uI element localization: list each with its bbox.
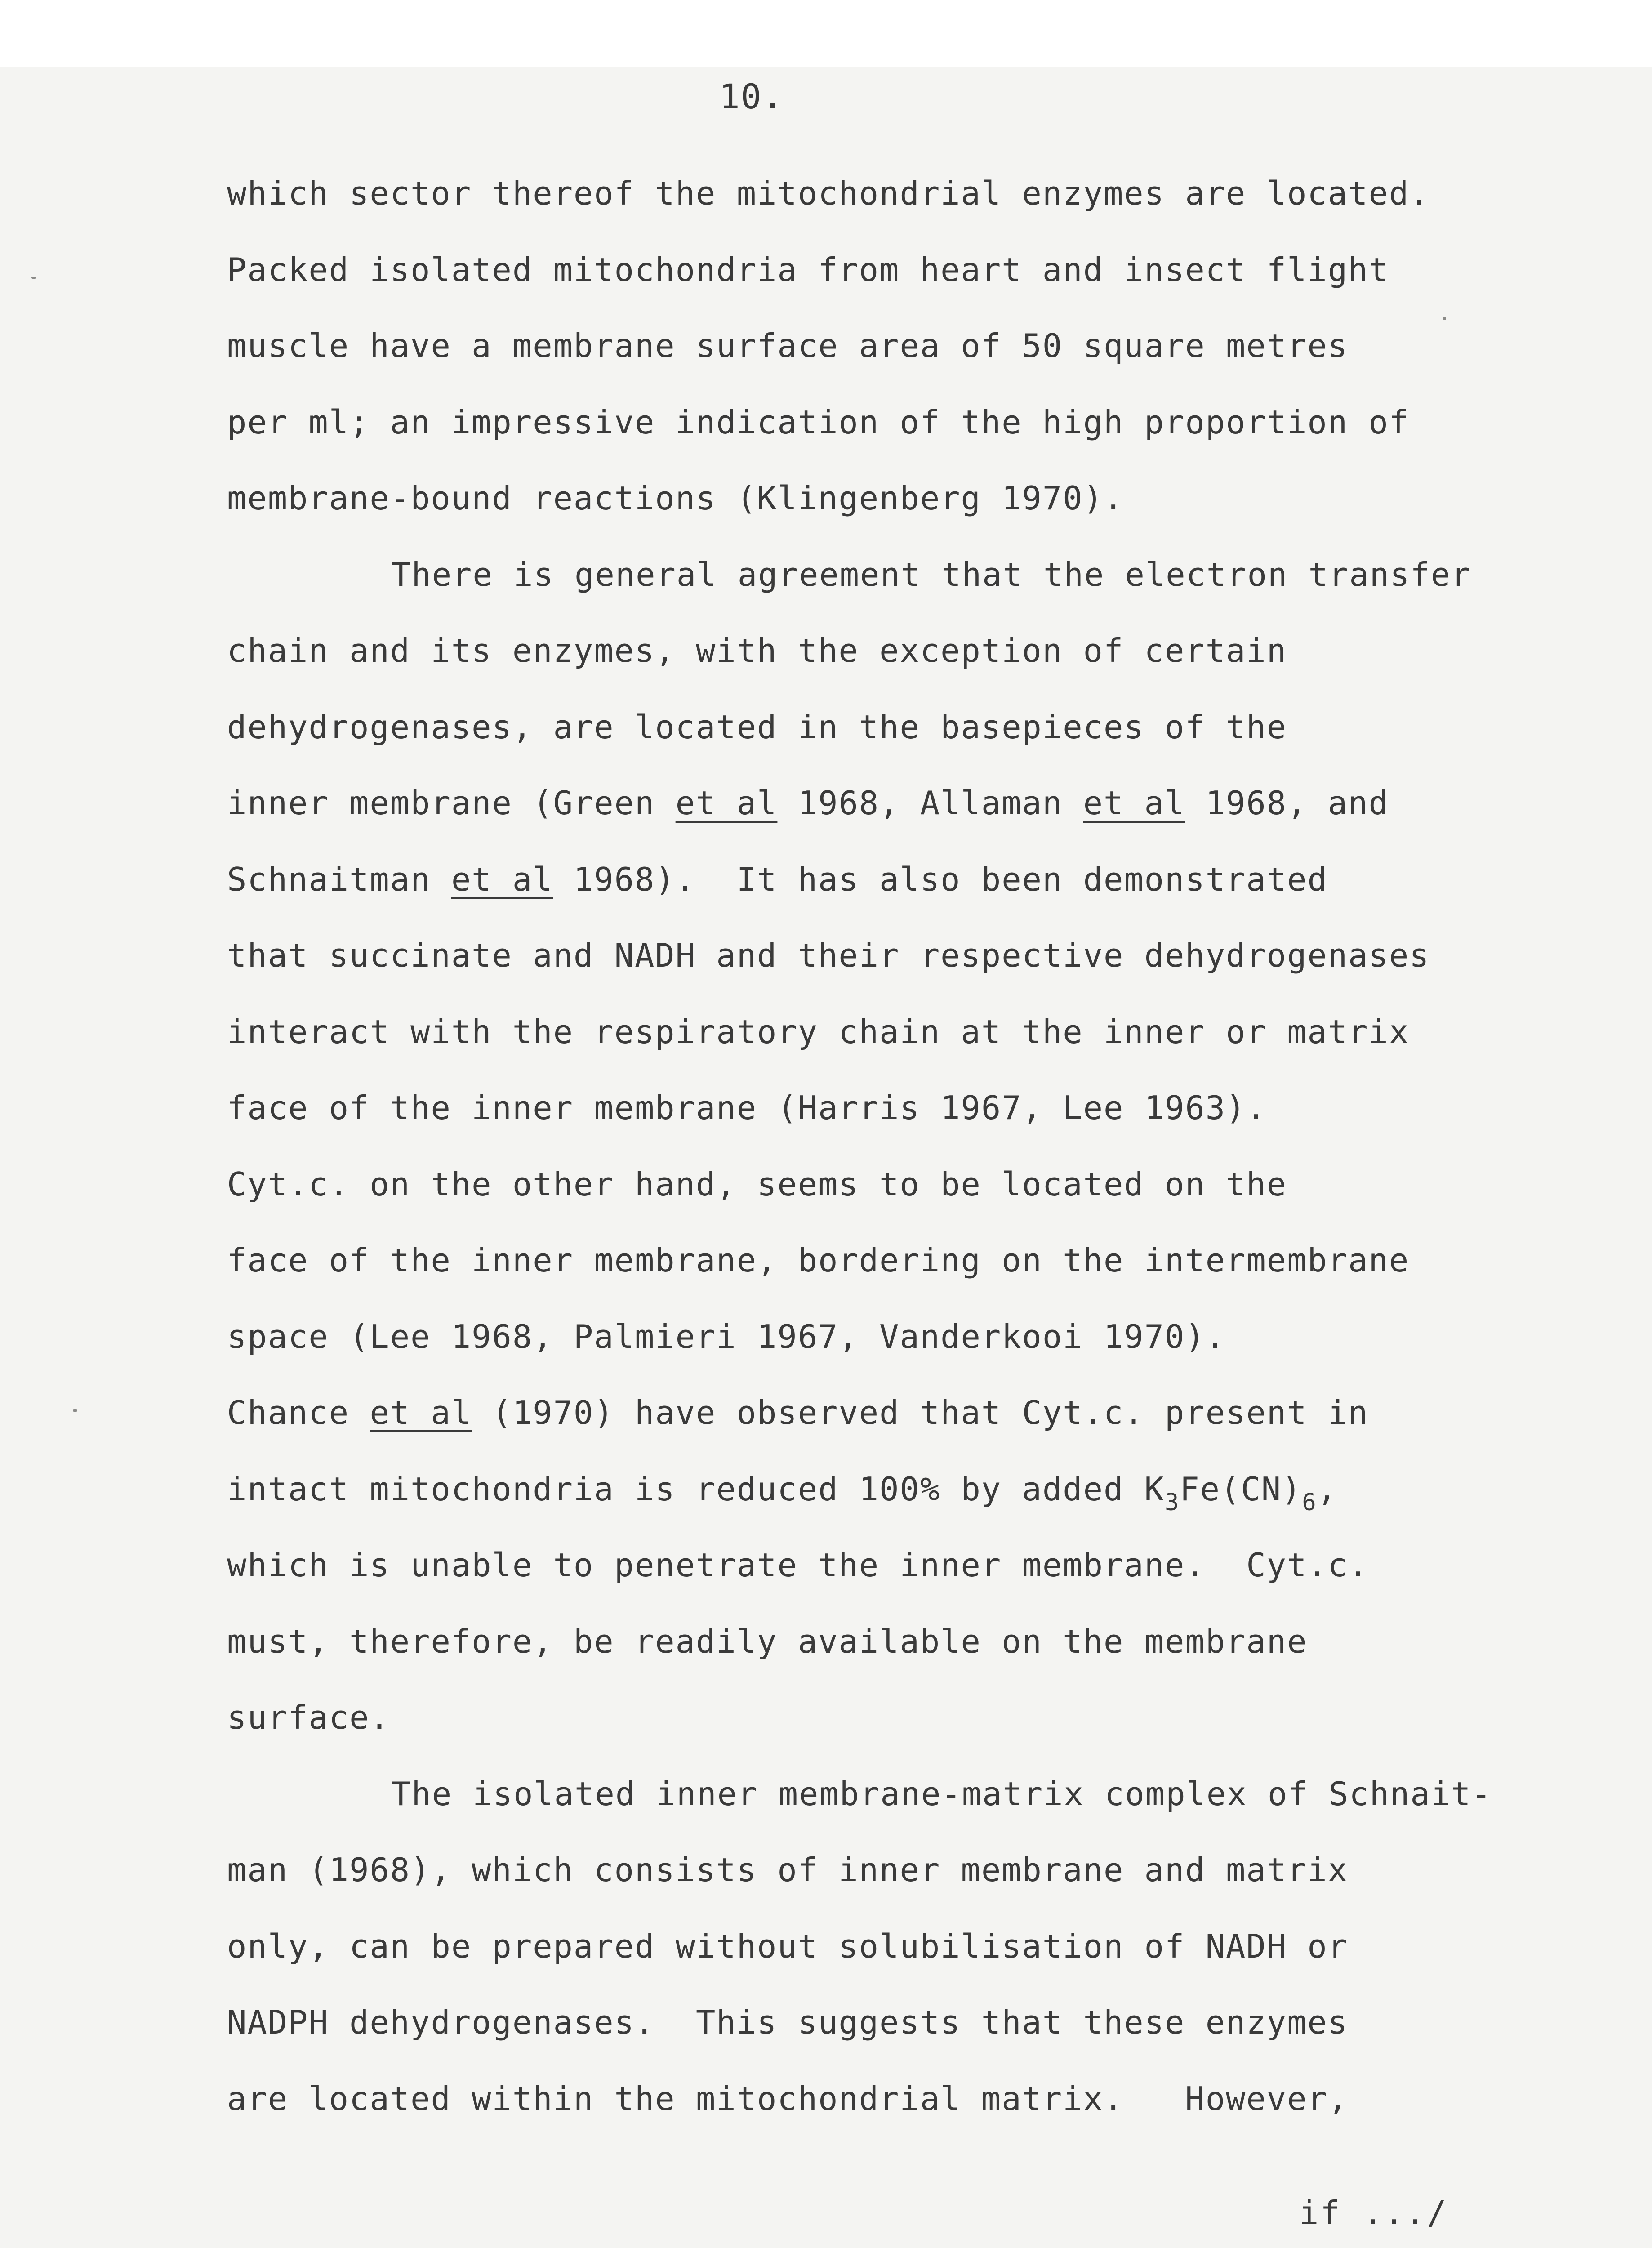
text-run: Fe(CN) bbox=[1180, 1470, 1302, 1508]
text-line: are located within the mitochondrial matrix. However, bbox=[227, 2079, 1349, 2118]
text-line: chain and its enzymes, with the exception of certain bbox=[227, 632, 1287, 669]
text-line: interact with the respiratory chain at the inner or matrix bbox=[227, 1012, 1410, 1051]
text-line: face of the inner membrane (Harris 1967, Lee 1963). bbox=[227, 1089, 1267, 1127]
body-text bbox=[227, 173, 1531, 2154]
text-run: 1968). It has also been demonstrated bbox=[553, 860, 1328, 898]
text-line: per ml; an impressive indication of the high proportion of bbox=[227, 403, 1410, 441]
text-line: The isolated inner membrane-matrix complex of Schnait- bbox=[391, 1775, 1492, 1813]
page-top-margin bbox=[0, 0, 1652, 67]
text-run: 1968, Allaman bbox=[777, 784, 1083, 822]
text-line: membrane-bound reactions (Klingenberg 1970). bbox=[227, 479, 1124, 517]
text-line: only, can be prepared without solubilisation of NADH or bbox=[227, 1927, 1349, 1965]
text-run: inner membrane (Green bbox=[227, 784, 676, 822]
text-line: There is general agreement that the electron transfer bbox=[391, 555, 1472, 593]
text-line: man (1968), which consists of inner membrane and matrix bbox=[227, 1851, 1349, 1889]
underlined-citation: et al bbox=[675, 784, 778, 822]
text-line: NADPH dehydrogenases. This suggests that these enzymes bbox=[227, 2003, 1349, 2041]
text-line bbox=[227, 1392, 1531, 1469]
catchword: if .../ bbox=[1299, 2194, 1448, 2232]
text-run: Chance bbox=[227, 1394, 370, 1432]
text-line: which is unable to penetrate the inner membrane. Cyt.c. bbox=[227, 1546, 1369, 1584]
text-line: Packed isolated mitochondria from heart and insect flight bbox=[227, 250, 1389, 289]
text-line: must, therefore, be readily available on the membrane bbox=[227, 1622, 1308, 1660]
subscript: 3 bbox=[1165, 1489, 1180, 1516]
text-line: space (Lee 1968, Palmieri 1967, Vanderkooi 1970). bbox=[227, 1317, 1226, 1356]
text-line: that succinate and NADH and their respective dehydrogenases bbox=[227, 937, 1430, 974]
text-line: surface. bbox=[227, 1699, 390, 1736]
scan-speck bbox=[73, 1409, 77, 1412]
text-line bbox=[227, 859, 1531, 936]
text-run: Schnaitman bbox=[227, 860, 451, 898]
underlined-citation: et al bbox=[370, 1394, 472, 1432]
text-line: Cyt.c. on the other hand, seems to be located on the bbox=[227, 1165, 1287, 1203]
subscript: 6 bbox=[1302, 1489, 1317, 1516]
page-number: 10. bbox=[719, 76, 784, 116]
scan-speck bbox=[31, 277, 36, 279]
text-run: , bbox=[1317, 1470, 1338, 1508]
underlined-citation: et al bbox=[1083, 784, 1185, 822]
text-line: dehydrogenases, are located in the basepieces of the bbox=[227, 708, 1287, 746]
text-line: face of the inner membrane, bordering on the intermembrane bbox=[227, 1241, 1410, 1279]
text-line: which sector thereof the mitochondrial enzymes are located. bbox=[227, 174, 1430, 212]
text-line bbox=[227, 783, 1531, 859]
text-run: 1968, and bbox=[1185, 784, 1389, 822]
underlined-citation: et al bbox=[451, 860, 553, 898]
text-run: intact mitochondria is reduced 100% by added K bbox=[227, 1470, 1165, 1508]
text-line bbox=[227, 1469, 1531, 1545]
text-line: muscle have a membrane surface area of 50 square metres bbox=[227, 327, 1349, 365]
text-run: (1970) have observed that Cyt.c. present in bbox=[472, 1394, 1369, 1432]
